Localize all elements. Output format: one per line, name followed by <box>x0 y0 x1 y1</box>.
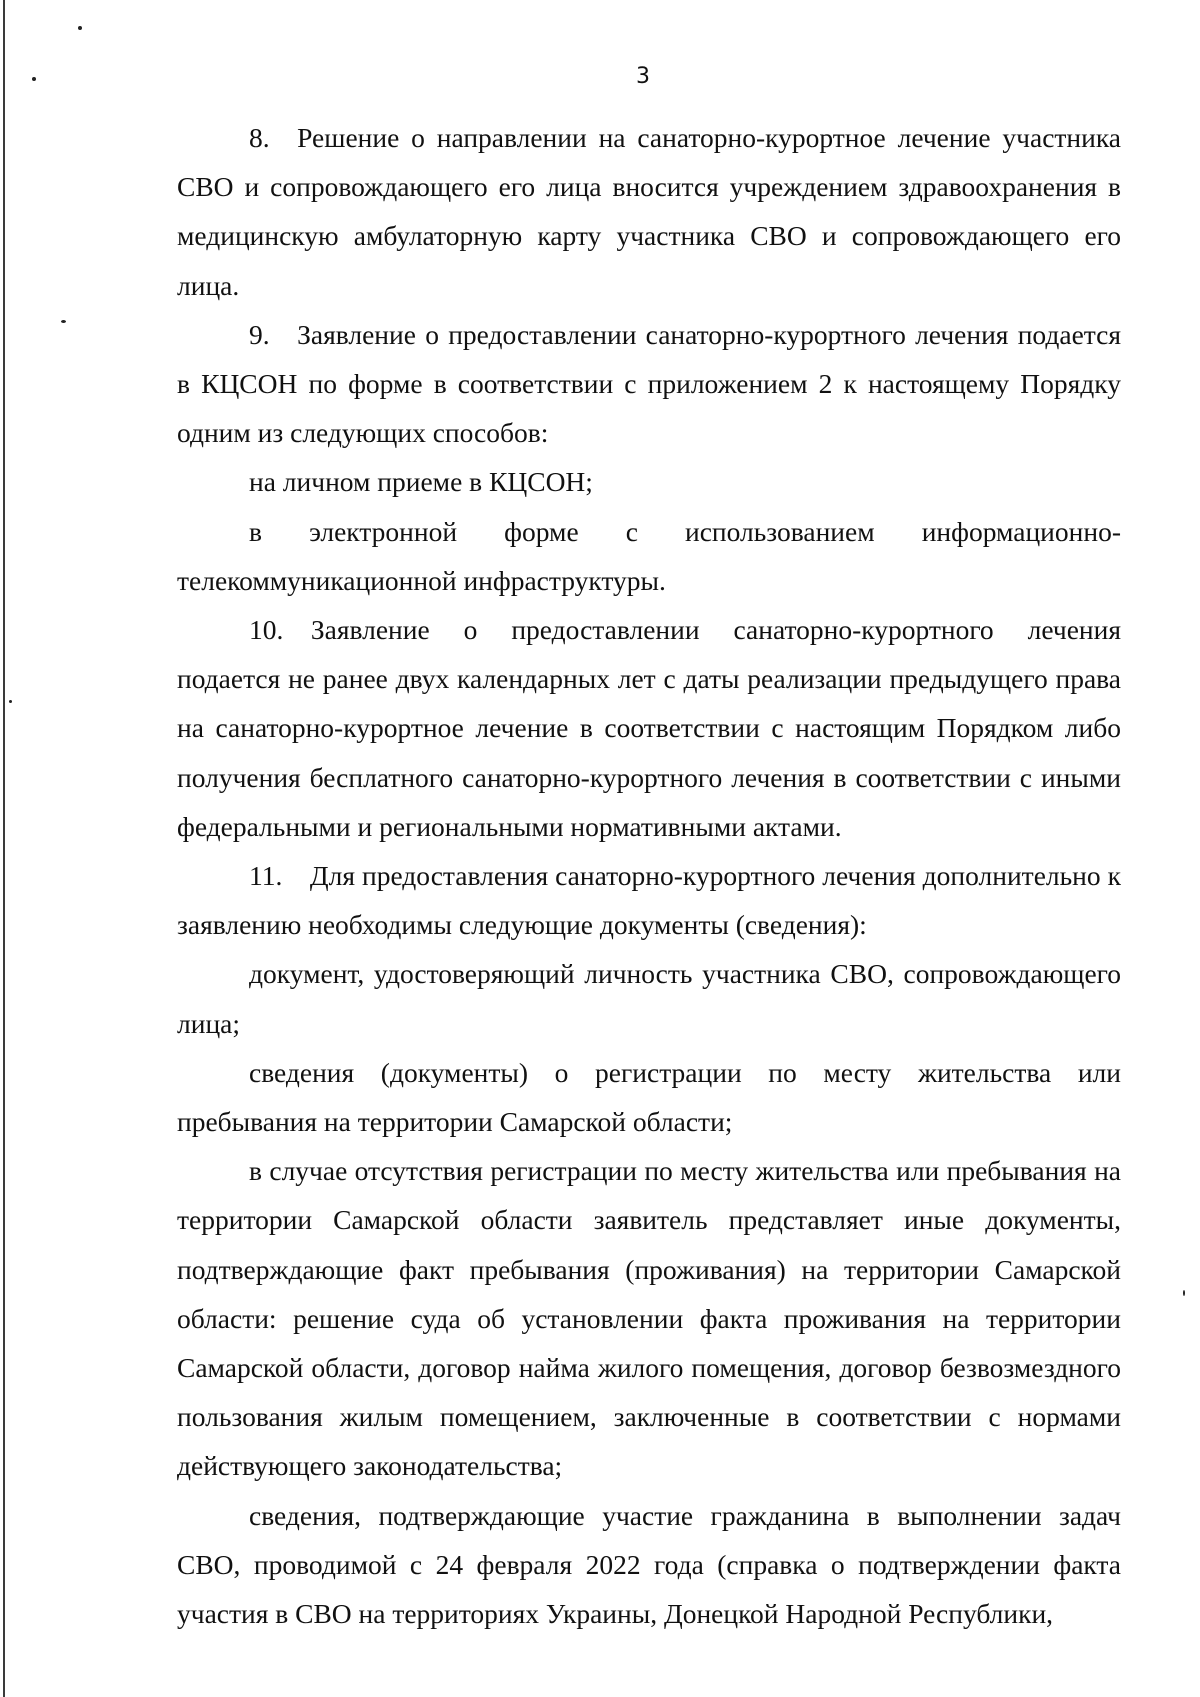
paragraph-9: 9. Заявление о предоставлении санаторно-курортного лечения подается в КЦСОН по форме в соответствии с приложением 2 к настоящему Порядку одним из следующих способов: <box>177 318 1121 449</box>
paragraph-10: 10. Заявление о предоставлении санаторно-курортного лечения подается не ранее двух календарных лет с даты реализации предыдущего права на санаторно-курортное лечение в соответствии с настоящим Порядком либо получения бесплатного санаторно-курортного лечения в соответствии с иными федеральными и региональными нормативными актами. <box>177 614 1121 842</box>
scan-speck <box>9 700 12 703</box>
paragraph-no-registration: в случае отсутствия регистрации по месту жительства или пребывания на территории Самарской области заявитель представляет иные документы, подтверждающие факт пребывания (проживания) на территории Самарской области: решение суда об установлении факта проживания на территории Самарской области, договор найма жилого помещения, договор безвозмездного пользования жилым помещением, заключенные в соответствии с нормами действующего законодательства; <box>177 1155 1121 1482</box>
paragraph-8: 8. Решение о направлении на санаторно-курортное лечение участника СВО и сопровождающего его лица вносится учреждением здравоохранения в медицинскую амбулаторную карту участника СВО и сопровождающего его лица. <box>177 122 1121 301</box>
paragraph-11: 11. Для предоставления санаторно-курортного лечения дополнительно к заявлению необходимы следующие документы (сведения): <box>177 860 1121 941</box>
page-number: 3 <box>636 64 650 89</box>
paragraph-in-person: на личном приеме в КЦСОН; <box>249 466 593 498</box>
paragraph-electronic: в электронной форме с использованием информационно-телекоммуникационной инфраструктуры. <box>177 515 1121 596</box>
document-body <box>177 113 1121 1638</box>
scan-speck <box>78 26 82 30</box>
scan-left-edge <box>3 0 5 1697</box>
paragraph-identity-document: документ, удостоверяющий личность участника СВО, сопровождающего лица; <box>177 958 1121 1039</box>
scan-speck <box>61 320 66 323</box>
paragraph-participation: сведения, подтверждающие участие гражданина в выполнении задач СВО, проводимой с 24 февраля 2022 года (справка о подтверждении факта участия в СВО на территориях Украины, Донецкой Народной Республики, <box>177 1499 1121 1630</box>
scan-speck <box>1183 1290 1185 1296</box>
paragraph-registration: сведения (документы) о регистрации по месту жительства или пребывания на территории Самарской области; <box>177 1056 1121 1138</box>
